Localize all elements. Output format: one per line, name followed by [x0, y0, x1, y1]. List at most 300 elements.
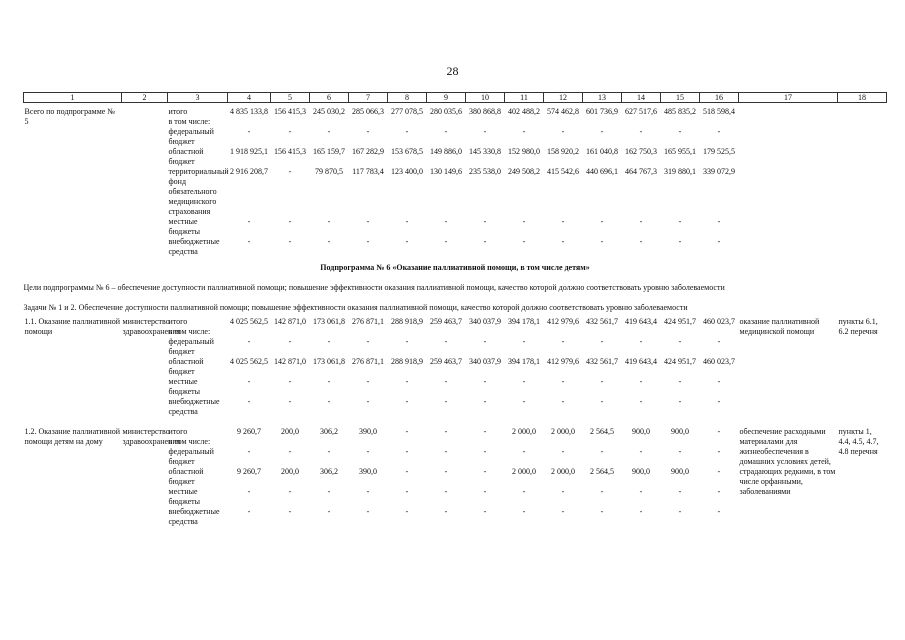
value-cell: -	[327, 487, 331, 496]
value-cell: -	[639, 507, 643, 516]
value-cell: -	[366, 507, 370, 516]
value-cell	[228, 437, 271, 447]
value-cell: -	[639, 237, 643, 246]
value-cell: -	[327, 237, 331, 246]
value-cell: -	[717, 127, 721, 136]
value-cell: -	[717, 507, 721, 516]
value-cell: 235 538,0	[469, 167, 501, 176]
value-cell: 900,0	[671, 427, 689, 436]
value-cell	[349, 117, 388, 127]
value-cell: -	[522, 237, 526, 246]
funding-source: в том числе:	[168, 437, 211, 446]
subprogram-title-row	[24, 257, 887, 277]
value-cell: -	[678, 507, 682, 516]
value-cell: -	[717, 447, 721, 456]
value-cell: 4 025 562,5	[230, 317, 268, 326]
value-cell: -	[561, 507, 565, 516]
value-cell: -	[247, 397, 251, 406]
value-cell	[622, 437, 661, 447]
value-cell	[505, 117, 544, 127]
value-cell	[544, 327, 583, 337]
value-cell	[228, 117, 271, 127]
value-cell: 161 040,8	[586, 147, 618, 156]
value-cell: 9 260,7	[237, 427, 261, 436]
value-cell: 394 178,1	[508, 357, 540, 366]
value-cell: -	[717, 397, 721, 406]
value-cell: 339 072,9	[703, 167, 735, 176]
value-cell: -	[405, 467, 409, 476]
value-cell: -	[600, 377, 604, 386]
funding-source: федеральный бюджет	[168, 337, 214, 356]
column-header: 2	[122, 93, 168, 103]
value-cell: 145 330,8	[469, 147, 501, 156]
column-header: 16	[700, 93, 739, 103]
value-cell: -	[247, 217, 251, 226]
value-cell: -	[678, 127, 682, 136]
value-cell: 319 880,1	[664, 167, 696, 176]
value-cell: -	[288, 397, 292, 406]
value-cell: 419 643,4	[625, 357, 657, 366]
value-cell: -	[483, 377, 487, 386]
value-cell: 306,2	[320, 427, 338, 436]
funding-source: внебюджетные средства	[168, 237, 220, 256]
value-cell: 173 061,8	[313, 357, 345, 366]
value-cell: -	[288, 127, 292, 136]
value-cell	[310, 327, 349, 337]
value-cell: -	[678, 377, 682, 386]
tasks-row	[24, 297, 887, 317]
value-cell: -	[444, 427, 448, 436]
value-cell: -	[600, 487, 604, 496]
value-cell: -	[444, 217, 448, 226]
value-cell: -	[717, 467, 721, 476]
funding-source: федеральный бюджет	[168, 447, 214, 466]
value-cell: -	[327, 217, 331, 226]
value-cell	[388, 327, 427, 337]
funding-source: внебюджетные средства	[168, 507, 220, 526]
value-cell: -	[717, 337, 721, 346]
value-cell: -	[288, 377, 292, 386]
value-cell: 158 920,2	[547, 147, 579, 156]
value-cell: -	[405, 507, 409, 516]
column-header-row	[24, 93, 887, 103]
value-cell: -	[483, 507, 487, 516]
value-cell: 167 282,9	[352, 147, 384, 156]
value-cell: 156 415,3	[274, 147, 306, 156]
value-cell: 165 159,7	[313, 147, 345, 156]
value-cell: -	[678, 397, 682, 406]
value-cell	[700, 117, 739, 127]
value-cell: -	[247, 377, 251, 386]
value-cell: -	[561, 337, 565, 346]
value-cell: -	[600, 507, 604, 516]
value-cell: -	[405, 237, 409, 246]
executor: министерство здравоохранения	[122, 427, 181, 446]
value-cell: 2 916 208,7	[230, 167, 268, 176]
value-cell: -	[639, 377, 643, 386]
value-cell: -	[522, 127, 526, 136]
page-number: 28	[446, 64, 459, 78]
value-cell	[505, 327, 544, 337]
value-cell: -	[483, 447, 487, 456]
column-header: 18	[838, 93, 887, 103]
spacer-row	[24, 417, 887, 427]
value-cell: 424 951,7	[664, 357, 696, 366]
value-cell: -	[600, 237, 604, 246]
value-cell: -	[444, 237, 448, 246]
column-header: 15	[661, 93, 700, 103]
value-cell: 245 030,2	[313, 107, 345, 116]
value-cell	[427, 327, 466, 337]
value-cell	[544, 437, 583, 447]
value-cell: -	[247, 507, 251, 516]
value-cell: 340 037,9	[469, 317, 501, 326]
column-header: 12	[544, 93, 583, 103]
value-cell: -	[366, 217, 370, 226]
value-cell	[349, 327, 388, 337]
value-cell: 460 023,7	[703, 317, 735, 326]
value-cell: -	[717, 427, 721, 436]
reference: пункты 1, 4.4, 4.5, 4.7, 4.8 перечня	[838, 427, 879, 456]
value-cell: -	[639, 337, 643, 346]
value-cell: -	[483, 237, 487, 246]
value-cell: -	[405, 377, 409, 386]
expected-result: обеспечение расходными материалами для жизнеобеспечения в домашних условиях детей, страдающих редкими, в том числе орфанными, заболеваниями	[739, 427, 836, 496]
value-cell: -	[366, 397, 370, 406]
funding-source: в том числе:	[168, 117, 211, 126]
value-cell: 1 918 925,1	[230, 147, 268, 156]
value-cell: -	[444, 507, 448, 516]
funding-source: итого	[168, 317, 188, 326]
value-cell: 432 561,7	[586, 357, 618, 366]
value-cell: -	[366, 337, 370, 346]
value-cell: 424 951,7	[664, 317, 696, 326]
value-cell	[583, 327, 622, 337]
value-cell: -	[327, 337, 331, 346]
value-cell: -	[366, 127, 370, 136]
value-cell: 464 767,3	[625, 167, 657, 176]
expected-result	[739, 107, 838, 257]
funding-source: местные бюджеты	[168, 217, 201, 236]
value-cell: -	[288, 507, 292, 516]
value-cell: -	[405, 337, 409, 346]
value-cell: 2 564,5	[590, 427, 614, 436]
value-cell: 340 037,9	[469, 357, 501, 366]
value-cell: -	[483, 487, 487, 496]
value-cell: -	[717, 237, 721, 246]
table-row	[24, 107, 887, 117]
value-cell	[583, 437, 622, 447]
item-name: Всего по подпрограмме № 5	[24, 107, 115, 126]
subprogram-title: Подпрограмма № 6 «Оказание паллиативной помощи, в том числе детям»	[320, 263, 590, 272]
value-cell: 285 066,3	[352, 107, 384, 116]
value-cell: 259 463,7	[430, 317, 462, 326]
value-cell: 156 415,3	[274, 107, 306, 116]
value-cell: -	[483, 427, 487, 436]
value-cell: -	[522, 217, 526, 226]
value-cell: 142 871,0	[274, 357, 306, 366]
value-cell	[310, 117, 349, 127]
value-cell: -	[561, 487, 565, 496]
value-cell: 288 918,9	[391, 357, 423, 366]
value-cell: -	[444, 487, 448, 496]
value-cell: -	[561, 377, 565, 386]
value-cell: 2 000,0	[551, 427, 575, 436]
value-cell	[700, 327, 739, 337]
funding-source: федеральный бюджет	[168, 127, 214, 146]
expected-result: оказание паллиативной медицинской помощи	[739, 317, 820, 336]
value-cell: 900,0	[632, 467, 650, 476]
value-cell: 4 835 133,8	[230, 107, 268, 116]
value-cell: -	[600, 127, 604, 136]
spacer	[24, 417, 887, 427]
value-cell: -	[717, 377, 721, 386]
column-header: 7	[349, 93, 388, 103]
value-cell	[271, 437, 310, 447]
value-cell: 419 643,4	[625, 317, 657, 326]
column-header: 10	[466, 93, 505, 103]
value-cell: -	[600, 447, 604, 456]
value-cell: 412 979,6	[547, 357, 579, 366]
value-cell: 390,0	[359, 467, 377, 476]
value-cell: -	[639, 217, 643, 226]
value-cell: -	[522, 507, 526, 516]
column-header: 1	[24, 93, 122, 103]
value-cell: 2 000,0	[551, 467, 575, 476]
value-cell: -	[483, 467, 487, 476]
value-cell: -	[522, 397, 526, 406]
value-cell: -	[600, 397, 604, 406]
value-cell	[622, 117, 661, 127]
table-row	[24, 427, 887, 437]
value-cell: -	[405, 127, 409, 136]
value-cell: 380 868,8	[469, 107, 501, 116]
value-cell: 485 835,2	[664, 107, 696, 116]
value-cell: 249 508,2	[508, 167, 540, 176]
value-cell: -	[600, 337, 604, 346]
value-cell: -	[327, 377, 331, 386]
goals-row	[24, 277, 887, 297]
value-cell: -	[483, 337, 487, 346]
value-cell	[310, 437, 349, 447]
value-cell	[228, 327, 271, 337]
value-cell: -	[288, 217, 292, 226]
column-header: 8	[388, 93, 427, 103]
value-cell: -	[639, 487, 643, 496]
value-cell: -	[247, 337, 251, 346]
value-cell: 117 783,4	[352, 167, 384, 176]
value-cell: -	[366, 487, 370, 496]
value-cell: -	[483, 127, 487, 136]
value-cell	[388, 437, 427, 447]
executor: министерство здравоохранения	[122, 317, 181, 336]
reference	[838, 107, 887, 257]
value-cell: 900,0	[632, 427, 650, 436]
value-cell: 518 598,4	[703, 107, 735, 116]
value-cell: 162 750,3	[625, 147, 657, 156]
value-cell: -	[327, 397, 331, 406]
value-cell	[388, 117, 427, 127]
funding-source: областной бюджет	[168, 467, 204, 486]
funding-source: итого	[168, 107, 188, 116]
table-row	[24, 317, 887, 327]
funding-source: местные бюджеты	[168, 487, 201, 506]
value-cell: -	[288, 487, 292, 496]
value-cell: 2 000,0	[512, 467, 536, 476]
value-cell: 179 525,5	[703, 147, 735, 156]
value-cell: 2 564,5	[590, 467, 614, 476]
value-cell: 432 561,7	[586, 317, 618, 326]
value-cell: 259 463,7	[430, 357, 462, 366]
value-cell	[466, 117, 505, 127]
funding-source: областной бюджет	[168, 357, 204, 376]
value-cell: 306,2	[320, 467, 338, 476]
value-cell: -	[522, 487, 526, 496]
value-cell: -	[444, 447, 448, 456]
value-cell: -	[247, 447, 251, 456]
value-cell: 390,0	[359, 427, 377, 436]
value-cell: 574 462,8	[547, 107, 579, 116]
value-cell: -	[639, 127, 643, 136]
column-header: 11	[505, 93, 544, 103]
column-header: 14	[622, 93, 661, 103]
funding-source: внебюджетные средства	[168, 397, 220, 416]
value-cell: -	[366, 377, 370, 386]
program-table	[23, 92, 887, 527]
item-name: 1.1. Оказание паллиативной помощи	[24, 317, 121, 336]
value-cell	[271, 327, 310, 337]
value-cell: 276 871,1	[352, 317, 384, 326]
column-header: 9	[427, 93, 466, 103]
value-cell	[466, 437, 505, 447]
value-cell	[349, 437, 388, 447]
value-cell: -	[247, 487, 251, 496]
value-cell: 402 488,2	[508, 107, 540, 116]
value-cell: -	[405, 217, 409, 226]
column-header: 3	[168, 93, 228, 103]
value-cell: -	[444, 127, 448, 136]
item-name: 1.2. Оказание паллиативной помощи детям на дому	[24, 427, 121, 446]
value-cell	[271, 117, 310, 127]
reference: пункты 6.1, 6.2 перечня	[838, 317, 878, 336]
value-cell: -	[600, 217, 604, 226]
value-cell: -	[288, 167, 292, 176]
value-cell: -	[327, 447, 331, 456]
value-cell: -	[405, 487, 409, 496]
value-cell: 200,0	[281, 467, 299, 476]
value-cell: -	[405, 397, 409, 406]
value-cell: 200,0	[281, 427, 299, 436]
value-cell: 627 517,6	[625, 107, 657, 116]
value-cell: 9 260,7	[237, 467, 261, 476]
value-cell	[622, 327, 661, 337]
column-header: 6	[310, 93, 349, 103]
value-cell: 173 061,8	[313, 317, 345, 326]
value-cell: 394 178,1	[508, 317, 540, 326]
value-cell: -	[444, 467, 448, 476]
value-cell: -	[639, 447, 643, 456]
value-cell: -	[405, 447, 409, 456]
value-cell: -	[522, 377, 526, 386]
value-cell: -	[444, 377, 448, 386]
value-cell: 277 078,5	[391, 107, 423, 116]
value-cell	[700, 437, 739, 447]
value-cell: -	[639, 397, 643, 406]
value-cell: -	[678, 237, 682, 246]
value-cell: 2 000,0	[512, 427, 536, 436]
value-cell: 288 918,9	[391, 317, 423, 326]
value-cell	[661, 117, 700, 127]
value-cell: 123 400,0	[391, 167, 423, 176]
goals-text: Цели подпрограммы № 6 – обеспечение доступности паллиативной помощи; повышение эффективности оказания паллиативной помощи, качество которой должно соответствовать уровню заболеваемости	[23, 283, 725, 292]
funding-source: местные бюджеты	[168, 377, 201, 396]
value-cell: 276 871,1	[352, 357, 384, 366]
value-cell: -	[522, 337, 526, 346]
funding-source: в том числе:	[168, 327, 211, 336]
value-cell: 142 871,0	[274, 317, 306, 326]
value-cell: 440 696,1	[586, 167, 618, 176]
value-cell	[544, 117, 583, 127]
value-cell: -	[717, 487, 721, 496]
value-cell: -	[561, 447, 565, 456]
value-cell: -	[247, 237, 251, 246]
value-cell: -	[247, 127, 251, 136]
value-cell: -	[678, 337, 682, 346]
column-header: 13	[583, 93, 622, 103]
value-cell	[466, 327, 505, 337]
value-cell: -	[366, 447, 370, 456]
value-cell	[427, 437, 466, 447]
value-cell: 4 025 562,5	[230, 357, 268, 366]
value-cell: -	[678, 447, 682, 456]
value-cell	[661, 437, 700, 447]
tasks-text: Задачи № 1 и 2. Обеспечение доступности паллиативной помощи; повышение эффективности оказания паллиативной помощи, качество которой должно соответствовать уровню заболеваемости	[23, 303, 688, 312]
value-cell: -	[561, 127, 565, 136]
column-header: 17	[739, 93, 838, 103]
value-cell: -	[483, 217, 487, 226]
value-cell: 130 149,6	[430, 167, 462, 176]
value-cell: -	[366, 237, 370, 246]
value-cell: -	[288, 447, 292, 456]
value-cell: -	[327, 507, 331, 516]
value-cell: -	[678, 487, 682, 496]
value-cell	[583, 117, 622, 127]
value-cell	[427, 117, 466, 127]
column-header: 4	[228, 93, 271, 103]
value-cell	[661, 327, 700, 337]
value-cell: 153 678,5	[391, 147, 423, 156]
value-cell: -	[561, 217, 565, 226]
value-cell: -	[327, 127, 331, 136]
value-cell: -	[444, 337, 448, 346]
value-cell: 601 736,9	[586, 107, 618, 116]
value-cell	[505, 437, 544, 447]
executor	[122, 107, 168, 257]
value-cell: -	[561, 397, 565, 406]
value-cell: 165 955,1	[664, 147, 696, 156]
value-cell: 900,0	[671, 467, 689, 476]
value-cell: 415 542,6	[547, 167, 579, 176]
value-cell: 412 979,6	[547, 317, 579, 326]
value-cell: -	[561, 237, 565, 246]
value-cell: -	[678, 217, 682, 226]
value-cell: 280 035,6	[430, 107, 462, 116]
value-cell: -	[522, 447, 526, 456]
value-cell: -	[288, 237, 292, 246]
funding-source: территориальный фонд обязательного медицинского страхования	[168, 167, 229, 216]
value-cell: 79 870,5	[315, 167, 343, 176]
column-header: 5	[271, 93, 310, 103]
